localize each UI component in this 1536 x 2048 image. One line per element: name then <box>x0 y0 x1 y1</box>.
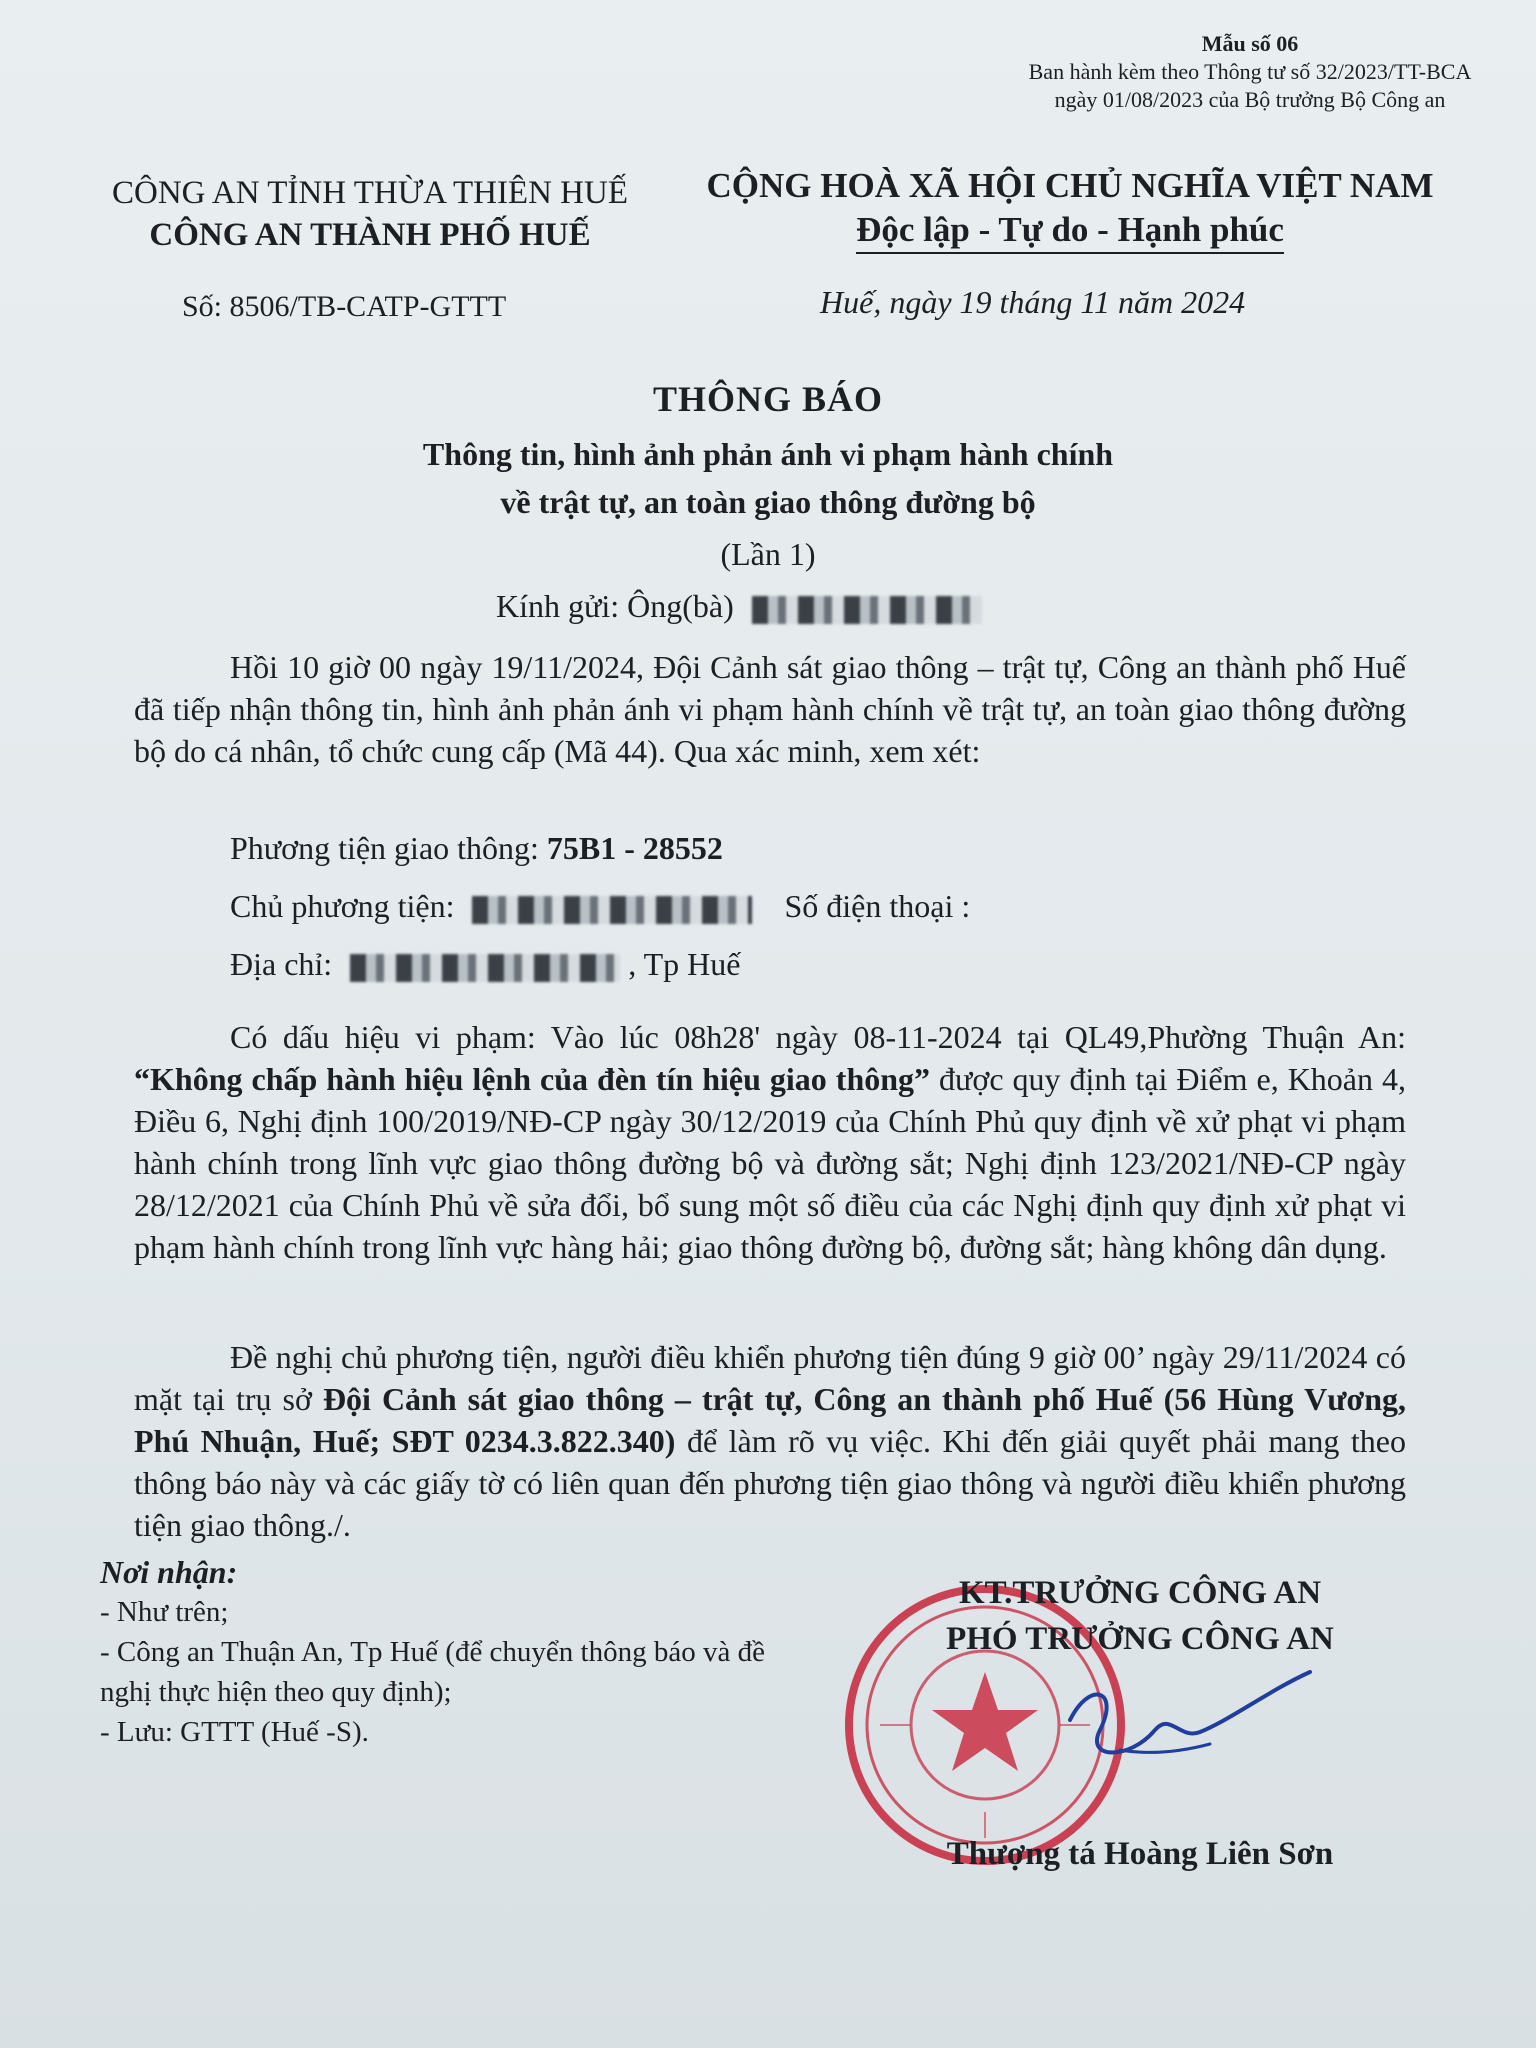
document-subtitle <box>0 430 1536 526</box>
address-suffix: , Tp Huế <box>628 946 741 982</box>
address-row <box>230 946 740 983</box>
summons-office: Đội Cảnh sát giao thông – trật tự, Công an thành phố Huế (56 Hùng Vương, Phú Nhuận, Huế; SĐT 0234.3.822.340) <box>134 1381 1407 1459</box>
owner-row <box>230 888 970 925</box>
issuing-agency <box>90 172 650 256</box>
document-title: THÔNG BÁO <box>652 379 884 419</box>
signatory-line2: PHÓ TRƯỞNG CÔNG AN <box>946 1621 1334 1657</box>
subtitle-line1: Thông tin, hình ảnh phản ánh vi phạm hành chính <box>422 436 1114 472</box>
reference-number: Số: 8506/TB-CATP-GTTT <box>182 290 507 323</box>
paragraph-summons <box>134 1336 1406 1546</box>
signatory-title <box>860 1570 1420 1662</box>
agency-line1: CÔNG AN TỈNH THỪA THIÊN HUẾ <box>111 175 628 211</box>
notice-iteration: (Lần 1) <box>720 536 816 572</box>
redacted-owner <box>472 896 752 924</box>
national-motto <box>690 164 1450 254</box>
subtitle-line2: về trật tự, an toàn giao thông đường bộ <box>500 484 1036 520</box>
form-number: Mẫu số 06 <box>1201 31 1299 56</box>
signatory-line1: KT.TRƯỞNG CÔNG AN <box>958 1575 1322 1611</box>
recipients-block <box>100 1552 800 1752</box>
redacted-address <box>350 954 620 982</box>
agency-line2: CÔNG AN THÀNH PHỐ HUẾ <box>149 217 591 253</box>
form-number-block <box>1000 30 1500 114</box>
recipient-item: - Lưu: GTTT (Huế -S). <box>100 1716 369 1748</box>
addressee <box>496 588 982 625</box>
paragraph-intro: Hồi 10 giờ 00 ngày 19/11/2024, Đội Cảnh sát giao thông – trật tự, Công an thành phố Huế đã tiếp nhận thông tin, hình ảnh phản ánh vi phạm hành chính về trật tự, an toàn giao thông đường bộ do cá nhân, tổ chức cung cấp (Mã 44). Qua xác minh, xem xét: <box>134 649 1406 769</box>
handwritten-signature-icon <box>1060 1660 1320 1790</box>
summons-instructions: để làm rõ vụ việc. Khi đến giải quyết phải mang theo thông báo này và các giấy tờ có liên quan đến phương tiện giao thông và người điều khiển phương tiện giao thông./. <box>134 1423 1407 1543</box>
violation-intro: Có dấu hiệu vi phạm: Vào lúc 08h28' ngày 08-11-2024 tại QL49,Phường Thuận An: <box>230 1019 1406 1055</box>
form-issued-line1: Ban hành kèm theo Thông tư số 32/2023/TT-BCA <box>1028 59 1472 84</box>
recipient-item: - Như trên; <box>100 1596 229 1628</box>
owner-label: Chủ phương tiện: <box>230 888 455 924</box>
summons-intro: Đề nghị chủ phương tiện, người điều khiển phương tiện đúng 9 giờ 00’ ngày 29/11/2024 có mặt tại trụ sở <box>134 1339 1406 1417</box>
signatory-name: Thượng tá Hoàng Liên Sơn <box>946 1836 1334 1872</box>
vehicle-label: Phương tiện giao thông: <box>230 830 539 866</box>
issue-date: Huế, ngày 19 tháng 11 năm 2024 <box>820 284 1246 320</box>
motto: Độc lập - Tự do - Hạnh phúc <box>856 208 1284 254</box>
redacted-name <box>752 596 982 624</box>
vehicle-row <box>230 830 723 867</box>
vehicle-plate: 75B1 - 28552 <box>546 830 723 866</box>
paragraph-violation <box>134 1016 1406 1268</box>
recipient-item: - Công an Thuận An, Tp Huế (để chuyển thông báo và đề nghị thực hiện theo quy định); <box>100 1636 765 1708</box>
country-name: CỘNG HOÀ XÃ HỘI CHỦ NGHĨA VIỆT NAM <box>706 166 1434 205</box>
violation-description: “Không chấp hành hiệu lệnh của đèn tín hiệu giao thông” <box>134 1061 931 1097</box>
form-issued-line2: ngày 01/08/2023 của Bộ trưởng Bộ Công an <box>1054 87 1446 112</box>
recipients-heading: Nơi nhận: <box>100 1554 238 1590</box>
address-label: Địa chỉ: <box>230 946 333 982</box>
violation-legal-basis: được quy định tại Điểm e, Khoản 4, Điều 6, Nghị định 100/2019/NĐ-CP ngày 30/12/2019 của Chính Phủ quy định về xử phạt vi phạm hành chính trong lĩnh vực giao thông đường bộ và đường sắt; Nghị định 123/2021/NĐ-CP ngày 28/12/2021 của Chính Phủ về sửa đổi, bổ sung một số điều của các Nghị định quy định xử phạt vi phạm hành chính trong lĩnh vực hàng hải; giao thông đường bộ, đường sắt; hàng không dân dụng. <box>134 1061 1407 1265</box>
addressee-label: Kính gửi: Ông(bà) <box>496 588 734 624</box>
phone-label: Số điện thoại : <box>784 888 971 924</box>
